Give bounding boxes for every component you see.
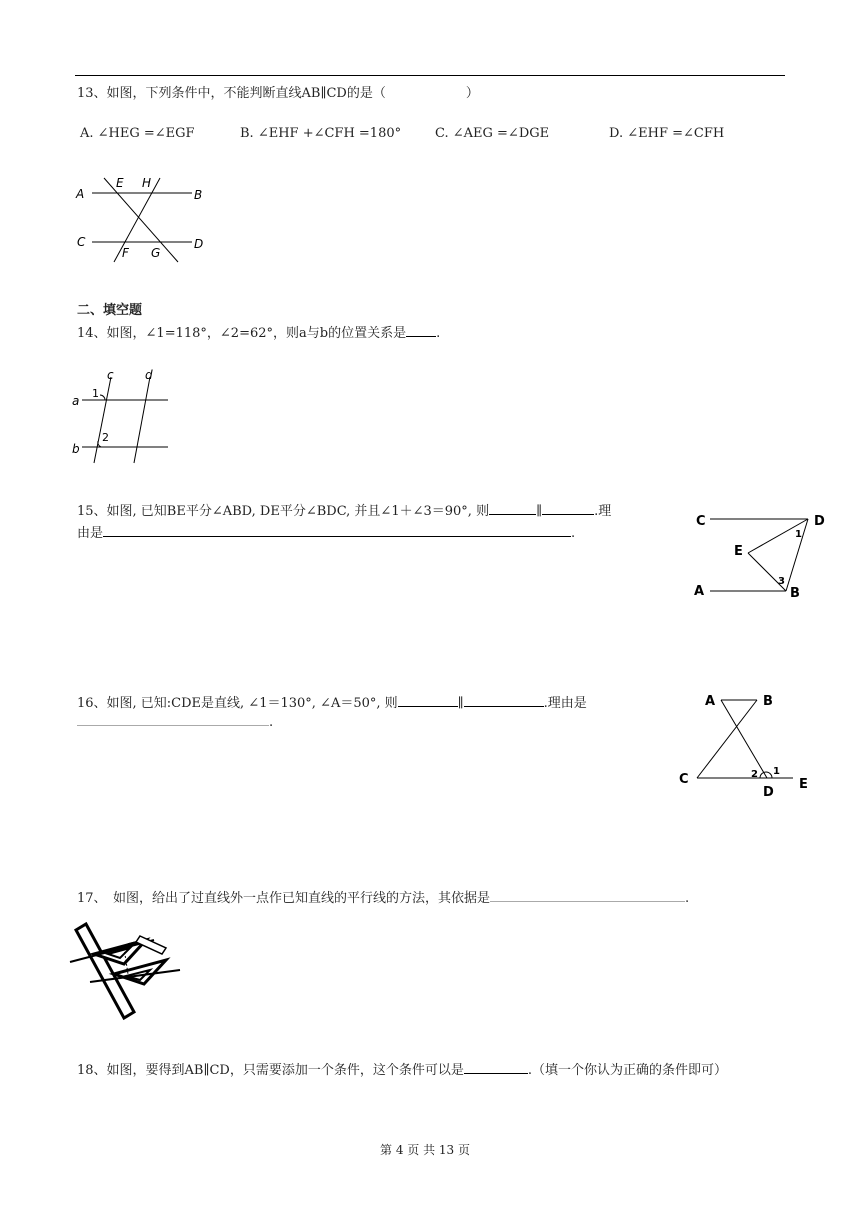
q16-fig-label-b: B bbox=[763, 694, 773, 709]
q16-fig-label-2: 2 bbox=[751, 769, 758, 780]
q14-fig-label-2: 2 bbox=[102, 431, 109, 444]
q16-line1: 16、如图, 已知:CDE是直线, ∠1＝130°, ∠A＝50°, 则 ∥ .理由是 bbox=[77, 692, 587, 711]
q13-option-a: A. ∠HEG =∠EGF bbox=[80, 126, 195, 141]
q13-fig-label-c: C bbox=[77, 235, 86, 249]
q15-figure bbox=[690, 505, 840, 605]
q16-figure bbox=[675, 690, 815, 800]
q14-fig-label-d: d bbox=[145, 368, 153, 382]
q16-blank-2[interactable] bbox=[464, 693, 544, 707]
q13-fig-label-e: E bbox=[116, 176, 124, 190]
q14-fig-label-1: 1 bbox=[92, 387, 99, 400]
q17-figure bbox=[70, 918, 185, 1018]
q15-fig-label-b: B bbox=[790, 586, 800, 601]
q15-blank-1[interactable] bbox=[489, 501, 536, 515]
q13-fig-label-h: H bbox=[142, 176, 152, 190]
q17-answer-blank[interactable] bbox=[490, 888, 685, 902]
q14-answer-blank[interactable] bbox=[406, 323, 436, 337]
q15-line2: 由是 . bbox=[77, 522, 575, 541]
q16-fig-label-d: D bbox=[763, 785, 774, 800]
top-rule bbox=[75, 75, 785, 76]
q13-stem: 13、如图，下列条件中，不能判断直线AB∥CD的是（ ） bbox=[77, 86, 479, 101]
q16-fig-label-1: 1 bbox=[773, 766, 780, 777]
page-footer: 第 4 页 共 13 页 bbox=[380, 1143, 470, 1157]
q15-blank-2[interactable] bbox=[542, 501, 594, 515]
q13-option-b: B. ∠EHF +∠CFH =180° bbox=[240, 126, 402, 141]
q15-fig-label-3: 3 bbox=[778, 576, 785, 587]
q16-fig-label-e: E bbox=[799, 777, 808, 792]
q13-fig-label-b: B bbox=[194, 188, 203, 202]
section-title: 二、填空题 bbox=[77, 303, 143, 318]
q17-stem: 17、 如图，给出了过直线外一点作已知直线的平行线的方法，其依据是 . bbox=[77, 887, 689, 906]
q15-fig-label-a: A bbox=[694, 584, 705, 599]
q13-option-d: D. ∠EHF =∠CFH bbox=[609, 126, 725, 141]
q16-fig-label-c: C bbox=[679, 772, 689, 787]
q13-fig-label-g: G bbox=[151, 246, 161, 260]
q15-fig-label-1: 1 bbox=[795, 529, 802, 540]
q16-line2: . bbox=[77, 712, 273, 730]
q15-fig-label-d: D bbox=[814, 514, 825, 529]
q13-fig-label-f: F bbox=[122, 246, 129, 260]
q13-fig-label-d: D bbox=[194, 237, 204, 251]
q14-figure bbox=[70, 365, 180, 465]
q16-blank-1[interactable] bbox=[398, 693, 458, 707]
q18-stem: 18、如图，要得到AB∥CD，只需要添加一个条件，这个条件可以是 .（填一个你认为正确的条件即可） bbox=[77, 1059, 727, 1078]
q15-line1: 15、如图, 已知BE平分∠ABD, DE平分∠BDC, 并且∠1＋∠3＝90°, 则 ∥ .理 bbox=[77, 500, 611, 519]
q14-fig-label-a: a bbox=[72, 394, 80, 408]
q16-blank-reason[interactable] bbox=[77, 712, 269, 726]
q14-fig-label-c: c bbox=[107, 368, 114, 382]
q13-option-c: C. ∠AEG =∠DGE bbox=[435, 126, 550, 141]
q15-fig-label-c: C bbox=[696, 514, 706, 529]
q16-fig-label-a: A bbox=[705, 694, 716, 709]
q14-fig-label-b: b bbox=[72, 442, 80, 456]
q15-blank-reason[interactable] bbox=[103, 523, 571, 537]
q14-stem: 14、如图，∠1=118°，∠2=62°，则a与b的位置关系是 . bbox=[77, 322, 440, 341]
q13-fig-label-a: A bbox=[76, 187, 85, 201]
q15-fig-label-e: E bbox=[734, 544, 743, 559]
q13-figure bbox=[70, 170, 220, 270]
q18-answer-blank[interactable] bbox=[464, 1060, 528, 1074]
